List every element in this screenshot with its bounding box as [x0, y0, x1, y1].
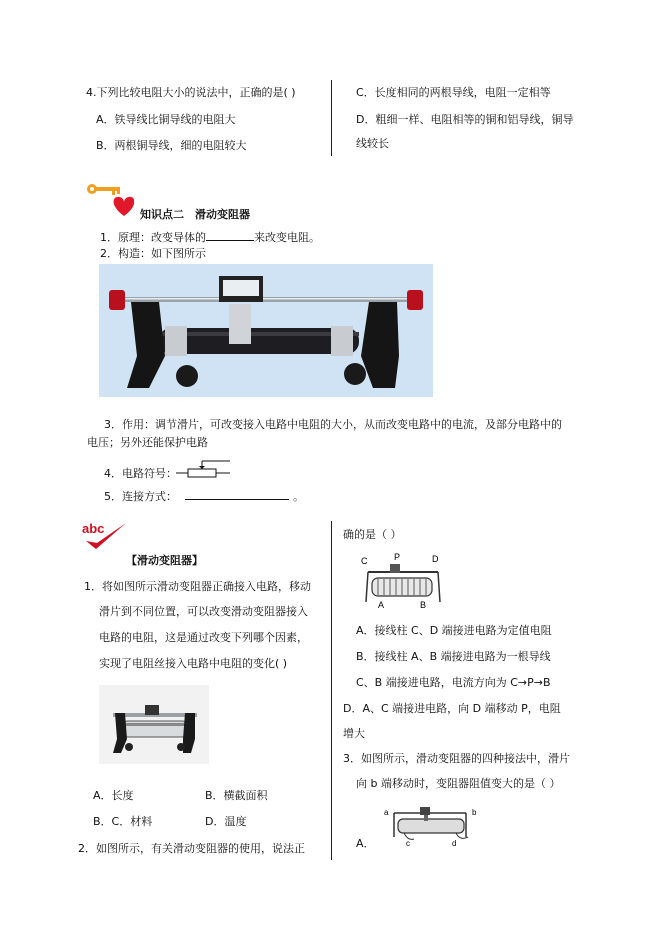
q2-line1: 2．如图所示，有关滑动变阻器的使用，说法正 [78, 842, 305, 855]
q1-line1: 1．将如图所示滑动变阻器正确接入电路，移动 [84, 580, 311, 593]
connection-blank[interactable] [185, 489, 289, 500]
abc-check-logo [82, 521, 128, 551]
q1-rheostat-photo [99, 685, 209, 764]
q4-option-b: B．两根铜导线，细的电阻较大 [96, 139, 247, 152]
fig3-label-d: d [452, 839, 457, 847]
q4-option-d-line2: 线较长 [356, 137, 389, 150]
q1-option-b: B．横截面积 [205, 789, 268, 802]
q3-line2: 向 b 端移动时，变阻器阻值变大的是（ ） [356, 777, 561, 790]
fig3-label-b: b [472, 808, 477, 817]
knowledge-title: 知识点二 滑动变阻器 [140, 208, 250, 221]
principle-suffix: 来改变电阻。 [254, 231, 320, 244]
q2-option-d-line1: D．A、C 端接进电路，向 D 端移动 P，电阻 [343, 702, 561, 715]
q1-line2: 滑片到不同位置，可以改变滑动变阻器接入 [99, 605, 308, 618]
q2-option-d-line2: 增大 [343, 727, 365, 740]
connection-line [104, 489, 304, 504]
q3-option-a: A． [356, 837, 375, 850]
fig-label-p: P [394, 552, 401, 562]
q2-line2: 确的是（ ） [343, 528, 402, 541]
q4-stem: 4.下列比较电阻大小的说法中，正确的是( ) [86, 86, 296, 99]
key-heart-icon [84, 180, 134, 220]
fig-label-a: A [378, 600, 385, 610]
q4-option-c: C．长度相同的两根导线，电阻一定相等 [356, 86, 551, 99]
function-line2: 电压；另外还能保护电路 [87, 436, 208, 449]
principle-line [100, 230, 320, 245]
principle-blank[interactable] [206, 230, 254, 241]
abc-logo-text: abc [82, 521, 105, 536]
column-divider-bottom [331, 521, 332, 860]
q3-line1: 3．如图所示，滑动变阻器的四种接法中，滑片 [343, 752, 570, 765]
q4-option-d-line1: D．粗细一样、电阻相等的铜和铝导线，铜导 [356, 113, 574, 126]
fig-label-c: C [361, 556, 368, 566]
q2-option-b: B．接线柱 A、B 端接进电路为一根导线 [356, 650, 551, 663]
column-divider-top [331, 80, 332, 156]
rheostat-symbol-icon [176, 458, 234, 480]
fig-label-d: D [432, 554, 439, 564]
q1-option-d: D．温度 [205, 815, 247, 828]
connection-suffix: 。 [293, 490, 304, 503]
q2-rheostat-figure [356, 550, 446, 612]
fig-label-b: B [420, 600, 427, 610]
q1-line3: 电路的电阻，这是通过改变下列哪个因素， [99, 631, 308, 644]
fig3-label-c: c [406, 839, 410, 847]
checkmark-icon [82, 521, 128, 551]
fig3-label-a: a [384, 808, 389, 817]
structure-line: 2．构造：如下图所示 [100, 247, 206, 260]
connection-prefix: 5．连接方式： [104, 490, 177, 503]
q2-option-a: A．接线柱 C、D 端接进电路为定值电阻 [356, 624, 552, 637]
q4-option-a: A．铁导线比铜导线的电阻大 [96, 113, 236, 126]
exercise-section-title: 【滑动变阻器】 [126, 554, 203, 567]
principle-prefix: 1．原理：改变导体的 [100, 231, 206, 244]
q1-option-a: A．长度 [93, 789, 134, 802]
q2-option-c: C、B 端接进电路，电流方向为 C→P→B [356, 676, 551, 689]
q1-line4: 实现了电阻丝接入电路中电阻的变化( ) [99, 657, 288, 670]
function-line1: 3．作用：调节滑片，可改变接入电路中电阻的大小，从而改变电路中的电流，及部分电路中的 [104, 418, 562, 431]
q1-option-c: B．C．材料 [93, 815, 153, 828]
rheostat-photo [99, 264, 433, 397]
symbol-label: 4．电路符号： [104, 467, 177, 480]
q3-figure-a [380, 803, 480, 847]
